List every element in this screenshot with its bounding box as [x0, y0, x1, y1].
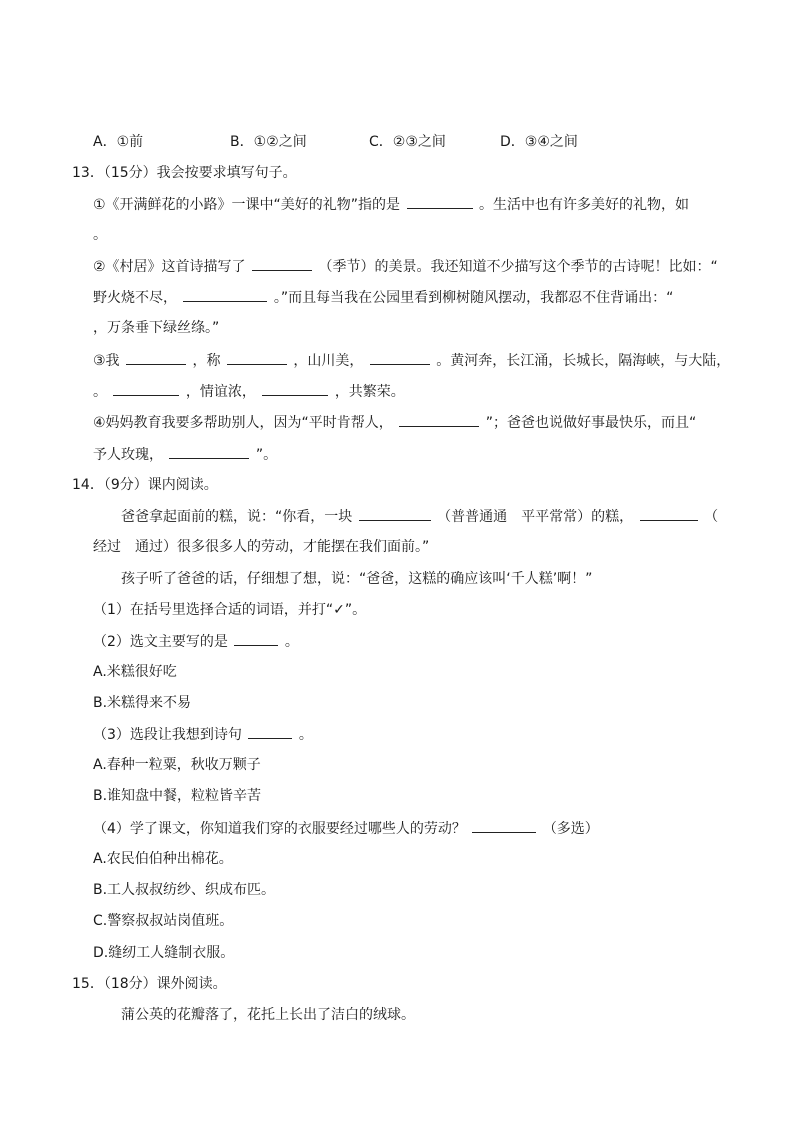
q13-text: ，山川美， — [293, 353, 364, 369]
q13-text: 野火烧不尽， — [93, 290, 177, 306]
q14-blank-sub4[interactable] — [472, 818, 536, 833]
q14-blank-word1[interactable] — [359, 506, 431, 521]
q14-text: 。 — [298, 727, 313, 743]
q14-blank-sub2[interactable] — [234, 631, 278, 646]
q15-header: 15．（18分）课外阅读。 — [72, 976, 227, 992]
q14-blank-sub3[interactable] — [248, 724, 292, 739]
q14-passage-line1 — [121, 506, 718, 527]
q13-blank-poem1[interactable] — [183, 287, 267, 302]
q14-text: （3）选段让我想到诗句 — [93, 727, 242, 743]
q13-item3-line1 — [93, 350, 730, 371]
q14-sub2-option-b[interactable]: B.米糕得来不易 — [93, 695, 192, 711]
q13-blank-season[interactable] — [252, 256, 312, 271]
q12-option-d[interactable]: D．③④之间 — [500, 134, 578, 150]
q14-header: 14．（9分）课内阅读。 — [72, 477, 218, 493]
q14-text: （普普通通 平平常常）的糕， — [437, 509, 634, 525]
q12-option-a[interactable]: A．①前 — [93, 134, 144, 150]
q13-blank-gift[interactable] — [407, 194, 473, 209]
q13-text: ①《开满鲜花的小路》一课中“美好的礼物”指的是 — [93, 197, 401, 213]
q13-item3-line2 — [93, 381, 405, 402]
q13-text: ，共繁荣。 — [334, 384, 405, 400]
q13-header: 13．（15分）我会按要求填写句子。 — [72, 165, 297, 181]
q13-blank-3e[interactable] — [262, 381, 328, 396]
q13-text: ，情谊浓， — [185, 384, 256, 400]
q14-sub3 — [93, 724, 313, 745]
q12-option-b[interactable]: B．①②之间 — [230, 134, 307, 150]
q13-text: ②《村居》这首诗描写了 — [93, 259, 246, 275]
q13-text: ③我 — [93, 353, 120, 369]
q13-item4-line2 — [93, 444, 277, 465]
q14-text: （2）选文主要写的是 — [93, 634, 228, 650]
q13-text: ”。 — [255, 447, 278, 463]
q14-sub4-option-c[interactable]: C.警察叔叔站岗值班。 — [93, 913, 234, 929]
q14-sub3-option-b[interactable]: B.谁知盘中餐，粒粒皆辛苦 — [93, 788, 262, 804]
q14-sub4-option-d[interactable]: D.缝纫工人缝制衣服。 — [93, 945, 235, 961]
q14-sub4-option-b[interactable]: B.工人叔叔纺纱、织成布匹。 — [93, 882, 276, 898]
q13-text: 。生活中也有许多美好的礼物，如 — [478, 197, 689, 213]
q13-blank-4a[interactable] — [399, 412, 479, 427]
q13-item2-line1 — [93, 256, 718, 277]
q12-option-c[interactable]: C．②③之间 — [369, 134, 446, 150]
q14-text: 爸爸拿起面前的糕，说：“你看，一块 — [121, 509, 353, 525]
q14-sub3-option-a[interactable]: A.春种一粒粟，秋收万颗子 — [93, 757, 261, 773]
q15-passage-line1: 蒲公英的花瓣落了，花托上长出了洁白的绒球。 — [121, 1007, 415, 1023]
q13-blank-3a[interactable] — [126, 350, 186, 365]
q14-sub1: （1）在括号里选择合适的词语，并打“✓”。 — [93, 602, 367, 618]
q13-blank-3c[interactable] — [370, 350, 430, 365]
q13-item2-line2 — [93, 287, 673, 308]
q13-text: 予人玫瑰， — [93, 447, 163, 463]
q13-item1-line1 — [93, 194, 689, 215]
q14-sub2-option-a[interactable]: A.米糕很好吃 — [93, 664, 177, 680]
q13-item4-line1 — [93, 412, 696, 433]
q14-sub4 — [93, 818, 599, 839]
q14-text: （4）学了课文，你知道我们穿的衣服要经过哪些人的劳动？ — [93, 821, 466, 837]
q13-text: 。”而且每当我在公园里看到柳树随风摆动，我都忍不住背诵出：“ — [273, 290, 674, 306]
q14-text: （多选） — [542, 821, 599, 837]
q13-text: 。黄河奔，长江涌，长城长，隔海峡，与大陆， — [436, 353, 731, 369]
q14-sub4-option-a[interactable]: A.农民伯伯种出棉花。 — [93, 851, 233, 867]
q14-passage-line2: 经过 通过）很多很多人的劳动，才能摆在我们面前。” — [93, 539, 430, 555]
q13-text: ④妈妈教育我要多帮助别人，因为“平时肯帮人， — [93, 415, 393, 431]
q14-blank-word2[interactable] — [640, 506, 698, 521]
q14-sub2 — [93, 631, 299, 652]
q14-passage-line3: 孩子听了爸爸的话，仔细想了想，说：“爸爸，这糕的确应该叫‘千人糕’啊！” — [121, 571, 593, 587]
q14-text: （ — [704, 509, 719, 525]
q13-text: ，称 — [192, 353, 221, 369]
q14-text: 。 — [284, 634, 299, 650]
q13-blank-4b[interactable] — [169, 444, 249, 459]
q13-blank-3d[interactable] — [113, 381, 179, 396]
q13-blank-3b[interactable] — [227, 350, 287, 365]
q13-item2-line3: ，万条垂下绿丝绦。” — [93, 320, 220, 336]
q13-item1-line2: 。 — [93, 227, 107, 243]
q13-text: ”；爸爸也说做好事最快乐，而且“ — [485, 415, 697, 431]
q13-text: 。 — [93, 384, 107, 400]
q13-text: （季节）的美景。我还知道不少描写这个季节的古诗呢！比如：“ — [318, 259, 718, 275]
